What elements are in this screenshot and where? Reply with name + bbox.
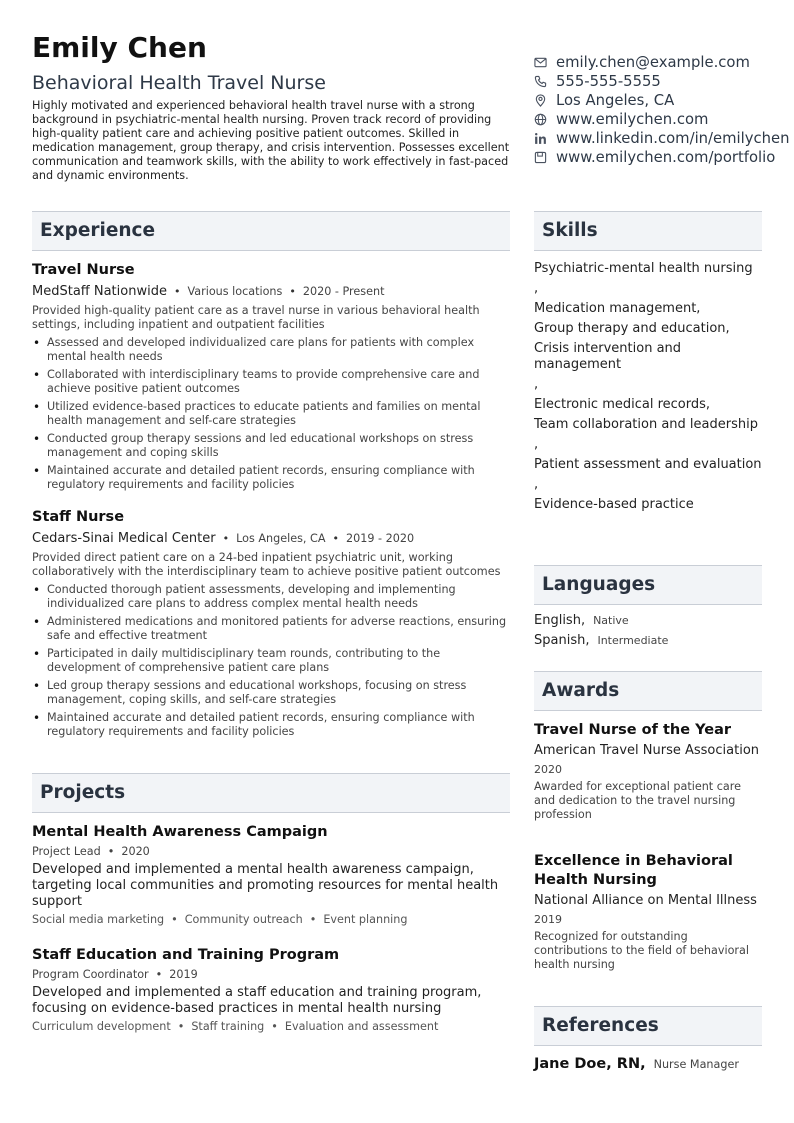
separator-dot: • — [171, 913, 178, 926]
portfolio-icon — [534, 151, 547, 164]
experience-company: MedStaff Nationwide — [32, 284, 167, 299]
experience-description: Provided direct patient care on a 24-bed inpatient psychiatric unit, working collaboratively with the interdisciplinary team to achieve positive patient outcomes — [32, 551, 501, 578]
skills-list — [534, 261, 762, 517]
experience-description: Provided high-quality patient care as a travel nurse in various behavioral health settings, including inpatient and outpatient facilities — [32, 304, 480, 331]
skill-item: Crisis intervention and management — [534, 341, 682, 372]
projects-heading: Projects — [32, 773, 510, 813]
contact-linkedin[interactable] — [534, 129, 794, 148]
map-pin-icon — [534, 94, 547, 107]
experience-location: Los Angeles, CA — [236, 532, 326, 545]
project-year: 2020 — [121, 845, 150, 858]
project-role: Project Lead — [32, 845, 101, 858]
award-year: 2020 — [534, 763, 562, 776]
experience-bullets — [32, 336, 510, 492]
project-meta — [32, 845, 510, 858]
skill-item: Electronic medical records, — [534, 397, 711, 412]
project-keywords — [32, 1020, 510, 1033]
reference-title: Nurse Manager — [653, 1058, 739, 1071]
experience-item — [32, 509, 510, 743]
separator-dot: • — [155, 968, 163, 981]
separator-dot: • — [177, 1020, 185, 1033]
award-organization: National Alliance on Mental Illness — [534, 893, 757, 908]
skill-item: Group therapy and education, — [534, 321, 730, 336]
language-item — [534, 633, 762, 653]
project-keyword: Community outreach — [184, 913, 303, 926]
project-keyword: Event planning — [323, 913, 408, 926]
award-item — [534, 721, 762, 822]
project-keyword: Curriculum development — [32, 1020, 171, 1033]
candidate-name: Emily Chen — [32, 31, 207, 64]
separator-dot: • — [271, 1020, 278, 1033]
phone-icon — [534, 75, 547, 88]
awards-heading: Awards — [534, 671, 762, 711]
project-year: 2019 — [169, 968, 198, 981]
project-description: Developed and implemented a mental health awareness campaign, targeting local communities and promoting resources for mental health support — [32, 862, 499, 909]
experience-location: Various locations — [187, 285, 283, 298]
contact-location-text: Los Angeles, CA — [556, 92, 675, 109]
project-item — [32, 947, 510, 1033]
contact-location — [534, 91, 794, 110]
experience-item — [32, 262, 510, 496]
contact-website[interactable] — [534, 110, 794, 129]
experience-bullets — [32, 583, 510, 739]
language-level: Native — [593, 614, 629, 627]
experience-role: Staff Nurse — [32, 509, 125, 525]
experience-dates: 2019 - 2020 — [346, 532, 415, 545]
experience-meta — [32, 284, 510, 299]
skill-item: Psychiatric-mental health nursing — [534, 261, 753, 276]
skill-item: , — [534, 477, 539, 492]
references-heading: References — [534, 1006, 762, 1046]
experience-bullet: • Participated in daily multidisciplinary team rounds, contributing to the development of comprehensive patient care plans — [32, 647, 510, 675]
project-keyword: Social media marketing — [32, 913, 165, 926]
project-keywords — [32, 913, 510, 926]
separator-dot: • — [222, 532, 230, 545]
experience-company: Cedars-Sinai Medical Center — [32, 531, 216, 546]
experience-bullet: • Led group therapy sessions and educational workshops, focusing on stress management, coping skills, and self-care strategies — [32, 679, 510, 707]
experience-bullet: • Collaborated with interdisciplinary teams to provide comprehensive care and achieve positive patient outcomes — [32, 368, 510, 396]
project-keyword: Staff training — [191, 1020, 265, 1033]
languages-list — [534, 613, 762, 653]
separator-dot: • — [289, 285, 296, 298]
experience-bullet: • Assessed and developed individualized care plans for patients with complex mental health needs — [32, 336, 510, 364]
contact-website-text: www.emilychen.com — [556, 111, 709, 128]
award-year: 2019 — [534, 913, 562, 926]
project-role: Program Coordinator — [32, 968, 149, 981]
project-description: Developed and implemented a staff education and training program, focusing on evidence-based practices in mental health nursing — [32, 985, 482, 1016]
contact-list — [534, 53, 794, 167]
language-level: Intermediate — [597, 634, 669, 647]
skill-item: , — [534, 377, 539, 392]
reference-name: Jane Doe, RN, — [534, 1056, 646, 1072]
award-organization: American Travel Nurse Association — [534, 743, 760, 758]
experience-bullet: • Utilized evidence-based practices to educate patients and families on mental health management and self-care strategies — [32, 400, 510, 428]
skill-item: Team collaboration and leadership — [534, 417, 758, 432]
contact-portfolio[interactable] — [534, 148, 794, 167]
separator-dot: • — [107, 845, 115, 858]
project-title: Mental Health Awareness Campaign — [32, 824, 328, 840]
project-item — [32, 824, 510, 926]
experience-role: Travel Nurse — [32, 262, 135, 278]
skill-item: , — [534, 281, 539, 296]
experience-heading: Experience — [32, 211, 510, 251]
project-title: Staff Education and Training Program — [32, 947, 340, 963]
contact-phone[interactable] — [534, 72, 794, 91]
separator-dot: • — [309, 913, 317, 926]
languages-heading: Languages — [534, 565, 762, 605]
envelope-icon — [534, 56, 547, 69]
skill-item: Patient assessment and evaluation — [534, 457, 762, 472]
job-title: Behavioral Health Travel Nurse — [32, 72, 326, 94]
globe-icon — [534, 113, 547, 126]
skills-heading: Skills — [534, 211, 762, 251]
contact-portfolio-text: www.emilychen.com/portfolio — [556, 149, 776, 166]
skill-item: Evidence-based practice — [534, 497, 694, 512]
experience-bullet: • Maintained accurate and detailed patient records, ensuring compliance with regulatory requirements and facility policies — [32, 711, 510, 739]
linkedin-icon — [534, 132, 547, 145]
separator-dot: • — [332, 532, 339, 545]
award-title: Travel Nurse of the Year — [534, 722, 732, 738]
experience-bullet: • Conducted group therapy sessions and led educational workshops on stress management and coping skills — [32, 432, 510, 460]
contact-phone-text: 555-555-5555 — [556, 73, 661, 90]
experience-bullet: • Maintained accurate and detailed patient records, ensuring compliance with regulatory requirements and facility policies — [32, 464, 510, 492]
contact-email-text: emily.chen@example.com — [556, 54, 750, 71]
award-description: Awarded for exceptional patient care and dedication to the travel nursing profession — [534, 780, 741, 821]
language-name: Spanish, — [534, 633, 590, 648]
experience-dates: 2020 - Present — [302, 285, 385, 298]
references-list — [534, 1056, 762, 1072]
award-item — [534, 852, 762, 972]
skill-item: , — [534, 437, 539, 452]
award-title: Excellence in Behavioral Health Nursing — [534, 853, 733, 888]
profile-summary: Highly motivated and experienced behavioral health travel nurse with a strong background in psychiatric-mental health nursing. Proven track record of providing high-quality patient care and achieving positive patient outcomes. Skilled in medication management, group therapy, and crisis intervention. Possesses excellent communication and teamwork skills, with the ability to work effectively in fast-paced and dynamic environments. — [32, 99, 510, 182]
skill-item: Medication management, — [534, 301, 701, 316]
project-keyword: Evaluation and assessment — [284, 1020, 439, 1033]
separator-dot: • — [173, 285, 181, 298]
language-name: English, — [534, 613, 586, 628]
award-description: Recognized for outstanding contributions to the field of behavioral health nursing — [534, 930, 749, 971]
language-item — [534, 613, 762, 633]
experience-bullet: • Conducted thorough patient assessments, developing and implementing individualized care plans to address complex mental health needs — [32, 583, 510, 611]
contact-linkedin-text: www.linkedin.com/in/emilychen — [556, 130, 790, 147]
reference-item — [534, 1056, 762, 1072]
experience-meta — [32, 531, 510, 546]
experience-bullet: • Administered medications and monitored patients for adverse reactions, ensuring safe and effective treatment — [32, 615, 510, 643]
project-meta — [32, 968, 510, 981]
contact-email[interactable] — [534, 53, 794, 72]
